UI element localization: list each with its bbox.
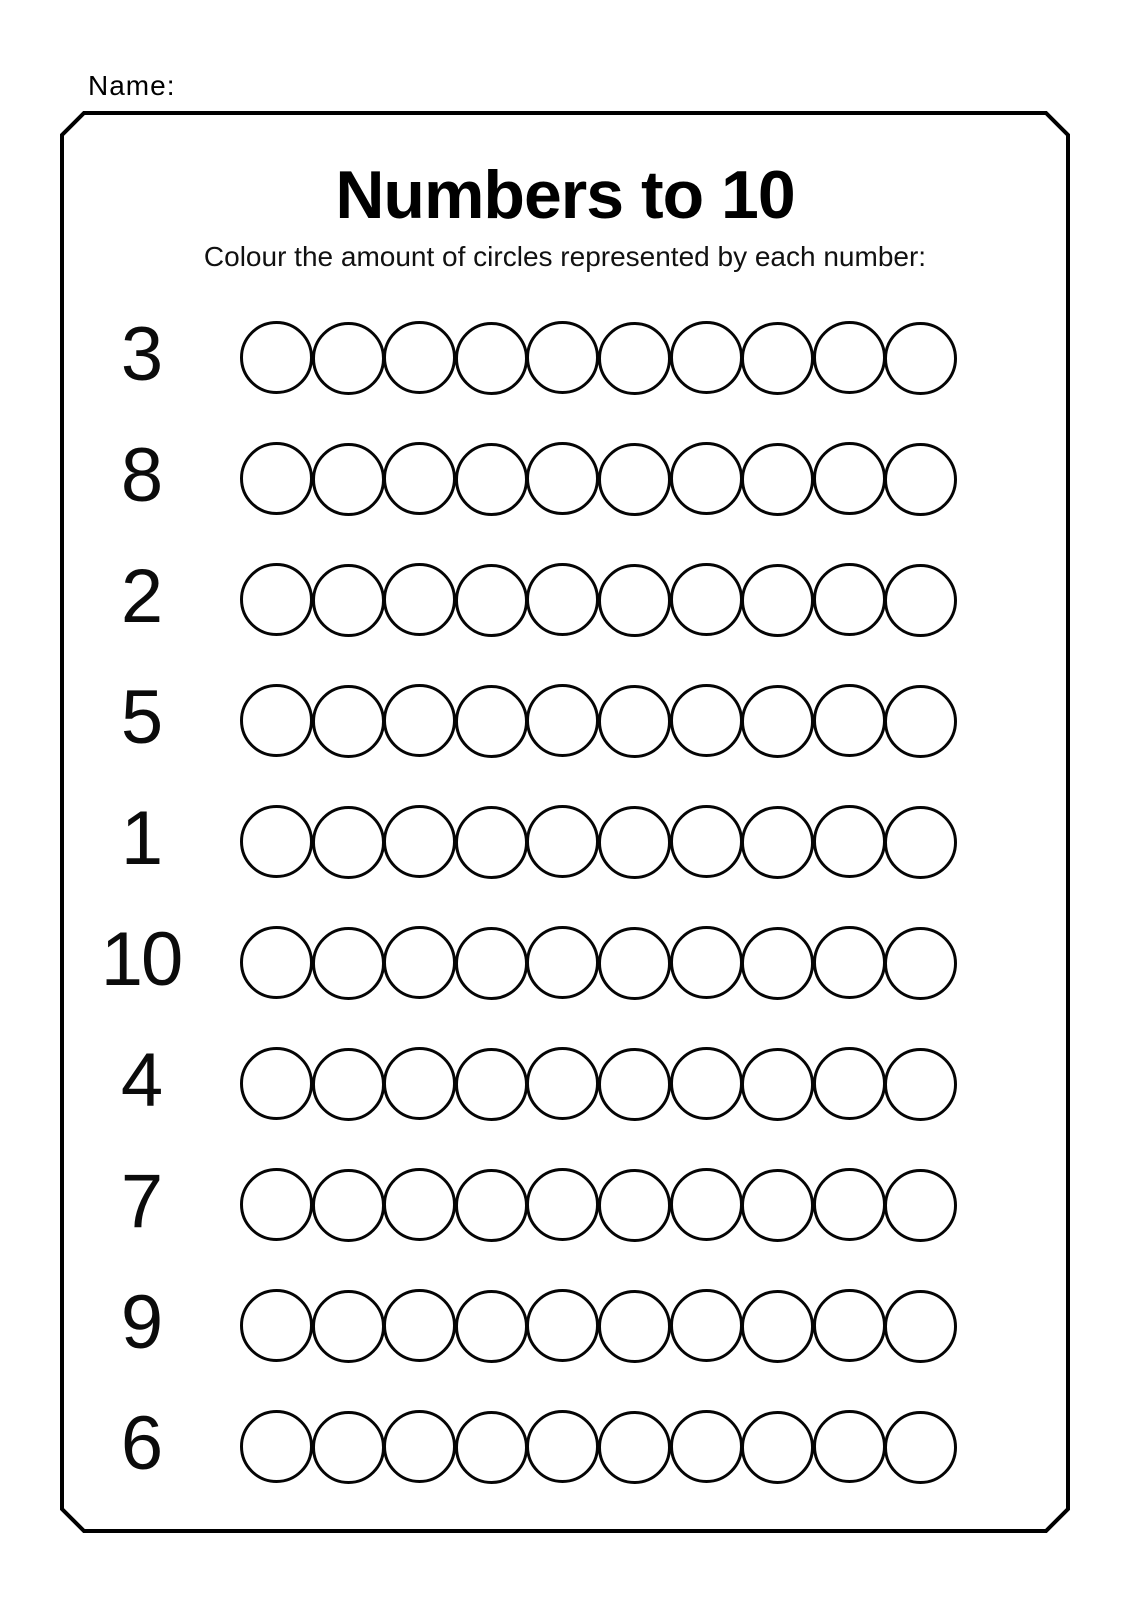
colour-circle[interactable] (813, 442, 886, 515)
colour-circle[interactable] (383, 926, 456, 999)
colour-circle[interactable] (312, 564, 385, 637)
colour-circle[interactable] (741, 1048, 814, 1121)
colour-circle[interactable] (884, 927, 957, 1000)
circle-row (240, 1410, 957, 1483)
rows (62, 297, 1068, 1507)
colour-circle[interactable] (312, 927, 385, 1000)
number-row (62, 660, 1068, 781)
colour-circle[interactable] (598, 564, 671, 637)
colour-circle[interactable] (813, 1047, 886, 1120)
colour-circle[interactable] (526, 926, 599, 999)
colour-circle[interactable] (884, 322, 957, 395)
colour-circle[interactable] (670, 442, 743, 515)
colour-circle[interactable] (598, 322, 671, 395)
colour-circle[interactable] (884, 1048, 957, 1121)
circle-row (240, 442, 957, 515)
row-number-label: 10 (100, 916, 182, 1002)
colour-circle[interactable] (884, 1169, 957, 1242)
colour-circle[interactable] (884, 806, 957, 879)
colour-circle[interactable] (741, 685, 814, 758)
instruction-text: Colour the amount of circles represented by each number: (203, 241, 927, 272)
colour-circle[interactable] (526, 684, 599, 757)
colour-circle[interactable] (526, 1047, 599, 1120)
colour-circle[interactable] (526, 1410, 599, 1483)
colour-circle[interactable] (455, 564, 528, 637)
row-number-label: 7 (120, 1158, 162, 1244)
colour-circle[interactable] (741, 322, 814, 395)
colour-circle[interactable] (670, 805, 743, 878)
circle-row (240, 563, 957, 636)
number-row (62, 1265, 1068, 1386)
page-title: Numbers to 10 (335, 157, 795, 233)
colour-circle[interactable] (383, 442, 456, 515)
circle-row (240, 1289, 957, 1362)
colour-circle[interactable] (813, 321, 886, 394)
colour-circle[interactable] (240, 563, 313, 636)
colour-circle[interactable] (598, 443, 671, 516)
number-row (62, 902, 1068, 1023)
colour-circle[interactable] (383, 805, 456, 878)
colour-circle[interactable] (455, 685, 528, 758)
colour-circle[interactable] (455, 443, 528, 516)
colour-circle[interactable] (240, 684, 313, 757)
colour-circle[interactable] (312, 685, 385, 758)
colour-circle[interactable] (598, 685, 671, 758)
colour-circle[interactable] (741, 443, 814, 516)
colour-circle[interactable] (383, 1047, 456, 1120)
colour-circle[interactable] (670, 1168, 743, 1241)
colour-circle[interactable] (240, 1168, 313, 1241)
colour-circle[interactable] (383, 1410, 456, 1483)
number-row (62, 539, 1068, 660)
colour-circle[interactable] (670, 684, 743, 757)
colour-circle[interactable] (670, 1047, 743, 1120)
number-row (62, 1386, 1068, 1507)
colour-circle[interactable] (741, 1290, 814, 1363)
circle-row (240, 1047, 957, 1120)
colour-circle[interactable] (813, 805, 886, 878)
colour-circle[interactable] (526, 1168, 599, 1241)
colour-circle[interactable] (240, 926, 313, 999)
colour-circle[interactable] (383, 563, 456, 636)
colour-circle[interactable] (455, 927, 528, 1000)
colour-circle[interactable] (312, 1048, 385, 1121)
colour-circle[interactable] (598, 1169, 671, 1242)
colour-circle[interactable] (240, 442, 313, 515)
colour-circle[interactable] (741, 806, 814, 879)
circle-row (240, 805, 957, 878)
colour-circle[interactable] (383, 1168, 456, 1241)
row-number-label: 9 (120, 1279, 162, 1365)
colour-circle[interactable] (741, 1411, 814, 1484)
colour-circle[interactable] (455, 1169, 528, 1242)
colour-circle[interactable] (526, 563, 599, 636)
colour-circle[interactable] (813, 1289, 886, 1362)
colour-circle[interactable] (813, 563, 886, 636)
row-number-label: 6 (120, 1400, 162, 1486)
colour-circle[interactable] (240, 805, 313, 878)
colour-circle[interactable] (598, 927, 671, 1000)
colour-circle[interactable] (670, 1410, 743, 1483)
colour-circle[interactable] (670, 926, 743, 999)
colour-circle[interactable] (598, 806, 671, 879)
colour-circle[interactable] (383, 321, 456, 394)
colour-circle[interactable] (526, 1289, 599, 1362)
colour-circle[interactable] (884, 1411, 957, 1484)
colour-circle[interactable] (526, 321, 599, 394)
circle-row (240, 684, 957, 757)
colour-circle[interactable] (670, 1289, 743, 1362)
colour-circle[interactable] (455, 1411, 528, 1484)
colour-circle[interactable] (884, 1290, 957, 1363)
colour-circle[interactable] (598, 1411, 671, 1484)
colour-circle[interactable] (813, 926, 886, 999)
colour-circle[interactable] (383, 1289, 456, 1362)
colour-circle[interactable] (813, 1410, 886, 1483)
colour-circle[interactable] (598, 1290, 671, 1363)
colour-circle[interactable] (383, 684, 456, 757)
colour-circle[interactable] (884, 564, 957, 637)
number-row (62, 781, 1068, 902)
row-number-label: 2 (120, 553, 162, 639)
colour-circle[interactable] (813, 684, 886, 757)
colour-circle[interactable] (312, 1169, 385, 1242)
colour-circle[interactable] (312, 806, 385, 879)
colour-circle[interactable] (455, 806, 528, 879)
circle-row (240, 321, 957, 394)
colour-circle[interactable] (741, 927, 814, 1000)
circle-row (240, 926, 957, 999)
colour-circle[interactable] (240, 1289, 313, 1362)
colour-circle[interactable] (526, 805, 599, 878)
colour-circle[interactable] (312, 443, 385, 516)
colour-circle[interactable] (813, 1168, 886, 1241)
colour-circle[interactable] (741, 564, 814, 637)
colour-circle[interactable] (455, 1290, 528, 1363)
colour-circle[interactable] (240, 1410, 313, 1483)
row-number-label: 5 (120, 674, 162, 760)
colour-circle[interactable] (741, 1169, 814, 1242)
row-number-label: 3 (120, 311, 162, 397)
row-number-label: 8 (120, 432, 162, 518)
colour-circle[interactable] (670, 321, 743, 394)
name-label: Name: (88, 70, 176, 101)
colour-circle[interactable] (312, 1290, 385, 1363)
colour-circle[interactable] (670, 563, 743, 636)
colour-circle[interactable] (455, 322, 528, 395)
number-row (62, 297, 1068, 418)
colour-circle[interactable] (884, 685, 957, 758)
circle-row (240, 1168, 957, 1241)
colour-circle[interactable] (312, 1411, 385, 1484)
colour-circle[interactable] (598, 1048, 671, 1121)
colour-circle[interactable] (312, 322, 385, 395)
number-row (62, 1023, 1068, 1144)
row-number-label: 4 (120, 1037, 162, 1123)
number-row (62, 418, 1068, 539)
row-number-label: 1 (120, 795, 162, 881)
colour-circle[interactable] (455, 1048, 528, 1121)
colour-circle[interactable] (240, 321, 313, 394)
colour-circle[interactable] (240, 1047, 313, 1120)
colour-circle[interactable] (884, 443, 957, 516)
colour-circle[interactable] (526, 442, 599, 515)
number-row (62, 1144, 1068, 1265)
